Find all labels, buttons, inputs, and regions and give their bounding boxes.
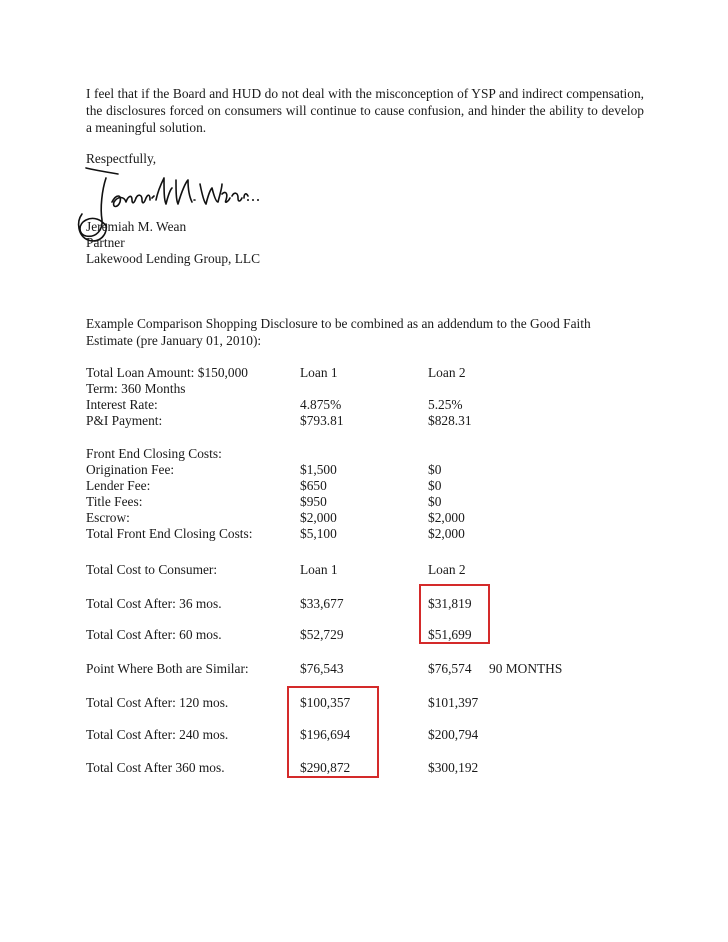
term: Term: 360 Months (86, 381, 186, 396)
consumer-cost-label: Total Cost to Consumer: (86, 562, 218, 577)
cost-loan2: $0 (428, 494, 442, 509)
signer-title: Partner (86, 235, 125, 250)
disclosure-intro-line2: Estimate (pre January 01, 2010): (86, 333, 262, 348)
pi-label: P&I Payment: (86, 413, 163, 428)
cost-label: Title Fees: (86, 494, 143, 509)
signer-company: Lakewood Lending Group, LLC (86, 251, 261, 266)
table-row (0, 596, 728, 612)
total-loan2: $51,699 (428, 627, 472, 642)
loan1-header: Loan 1 (300, 365, 338, 380)
total-label: Total Cost After: 240 mos. (86, 727, 229, 742)
consumer-cost-loan2: Loan 2 (428, 562, 466, 577)
consumer-cost-header-row (0, 562, 728, 578)
total-loan1: $33,677 (300, 596, 344, 611)
table-row (0, 661, 728, 677)
closing-costs-header: Front End Closing Costs: (86, 446, 222, 461)
term-row (0, 381, 728, 397)
cost-loan2: $2,000 (428, 510, 465, 525)
total-loan1: $100,357 (300, 695, 351, 710)
table-row (0, 526, 728, 542)
total-loan2: $200,794 (428, 727, 479, 742)
interest-loan2: 5.25% (428, 397, 463, 412)
pi-loan1: $793.81 (300, 413, 344, 428)
cost-loan1: $5,100 (300, 526, 337, 541)
signer-name: Jeremiah M. Wean (86, 219, 187, 234)
total-label: Total Cost After: 36 mos. (86, 596, 222, 611)
cost-loan1: $2,000 (300, 510, 337, 525)
loan-amount: Total Loan Amount: $150,000 (86, 365, 248, 380)
total-label: Total Cost After 360 mos. (86, 760, 225, 775)
cost-loan2: $0 (428, 462, 442, 477)
total-label: Point Where Both are Similar: (86, 661, 249, 676)
cost-loan1: $1,500 (300, 462, 337, 477)
total-loan2: $300,192 (428, 760, 479, 775)
pi-row (0, 413, 728, 429)
cost-label: Escrow: (86, 510, 130, 525)
table-row (0, 510, 728, 526)
interest-row (0, 397, 728, 413)
letter-paragraph: I feel that if the Board and HUD do not deal with the misconception of YSP and indirect compensation, the disclosures forced on consumers will continue to cause confusion, and hinder the ability to develop a meaningful solution. (86, 86, 644, 135)
table-row (0, 627, 728, 643)
total-loan1: $52,729 (300, 627, 344, 642)
loan-amount-row (0, 365, 728, 381)
loan1-highlight-box (287, 686, 379, 778)
cost-label: Total Front End Closing Costs: (86, 526, 253, 541)
closing-costs-header-row (0, 446, 728, 462)
cost-loan2: $2,000 (428, 526, 465, 541)
cost-label: Origination Fee: (86, 462, 175, 477)
cost-loan1: $950 (300, 494, 327, 509)
consumer-cost-loan1: Loan 1 (300, 562, 338, 577)
table-row (0, 478, 728, 494)
total-loan2: $101,397 (428, 695, 479, 710)
pi-loan2: $828.31 (428, 413, 472, 428)
interest-loan1: 4.875% (300, 397, 342, 412)
total-loan2: $76,574 (428, 661, 472, 676)
total-loan1: $76,543 (300, 661, 344, 676)
total-loan1: $196,694 (300, 727, 351, 742)
cost-label: Lender Fee: (86, 478, 151, 493)
total-label: Total Cost After: 120 mos. (86, 695, 229, 710)
disclosure-intro-line1: Example Comparison Shopping Disclosure to be combined as an addendum to the Good Faith (86, 316, 591, 331)
table-row (0, 494, 728, 510)
letter-closing: Respectfully, (86, 151, 157, 166)
similar-point-note: 90 MONTHS (489, 661, 563, 676)
interest-label: Interest Rate: (86, 397, 158, 412)
cost-loan2: $0 (428, 478, 442, 493)
loan2-highlight-box (419, 584, 490, 644)
total-label: Total Cost After: 60 mos. (86, 627, 222, 642)
loan2-header: Loan 2 (428, 365, 466, 380)
table-row (0, 462, 728, 478)
cost-loan1: $650 (300, 478, 327, 493)
total-loan1: $290,872 (300, 760, 351, 775)
total-loan2: $31,819 (428, 596, 472, 611)
